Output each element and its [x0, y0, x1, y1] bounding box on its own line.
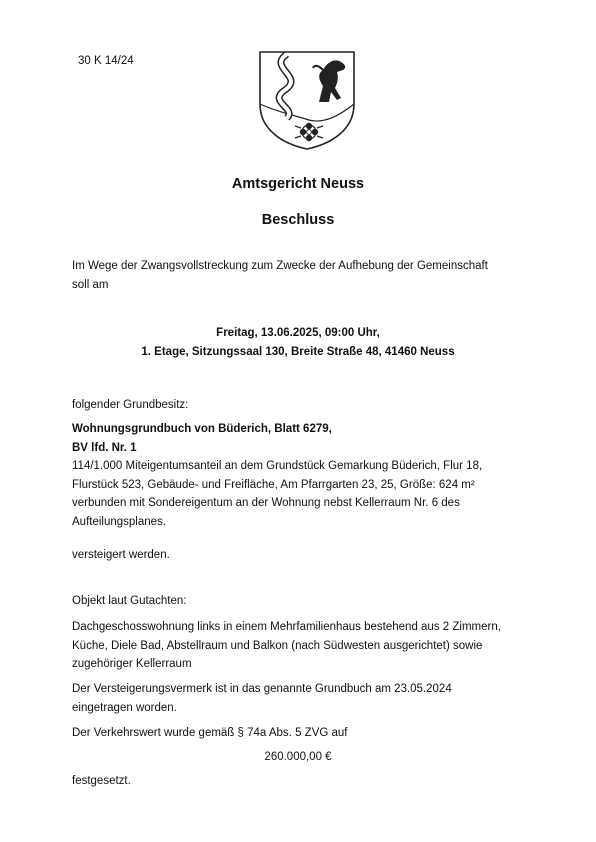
vermerk-block — [72, 680, 532, 717]
document-title: Beschluss — [261, 212, 335, 228]
grundbesitz-desc-line: 114/1.000 Miteigentumsanteil an dem Grundstück Gemarkung Büderich, Flur 18, — [72, 460, 483, 472]
grundbesitz-desc-line: verbunden mit Sondereigentum an der Wohnung nebst Kellerraum Nr. 6 des — [72, 497, 460, 509]
objekt-block — [72, 618, 532, 674]
bv-heading: BV lfd. Nr. 1 — [72, 441, 137, 454]
verkehrswert-text: Der Verkehrswert wurde gemäß § 74a Abs. 5 ZVG auf — [72, 727, 348, 739]
closing-text: festgesetzt. — [72, 775, 131, 787]
termin-place: 1. Etage, Sitzungssaal 130, Breite Straße 48, 41460 Neuss — [141, 346, 455, 358]
versteigert-text: versteigert werden. — [72, 549, 170, 561]
vermerk-line: Der Versteigerungsvermerk ist in das genannte Grundbuch am 23.05.2024 — [72, 683, 452, 695]
objekt-label: Objekt laut Gutachten: — [72, 595, 187, 607]
nrw-coat-of-arms-icon — [257, 46, 357, 150]
termin-date: Freitag, 13.06.2025, 09:00 Uhr, — [216, 327, 380, 339]
termin-block — [0, 324, 596, 362]
grundbesitz-desc-line: Aufteilungsplanes. — [72, 515, 166, 528]
grundbesitz-label: folgender Grundbesitz: — [72, 399, 189, 411]
grundbesitz-desc-line: Flurstück 523, Gebäude- und Freifläche, Am Pfarrgarten 23, 25, Größe: 624 m² — [72, 478, 475, 491]
intro-paragraph — [72, 257, 532, 294]
grundbuch-heading: Wohnungsgrundbuch von Büderich, Blatt 6279, — [72, 423, 332, 435]
court-name: Amtsgericht Neuss — [231, 176, 365, 192]
intro-line-2: soll am — [72, 278, 109, 291]
verkehrswert-amount: 260.000,00 € — [264, 751, 332, 763]
objekt-desc-line: Küche, Diele Bad, Abstellraum und Balkon (nach Südwesten ausgerichtet) sowie — [72, 639, 483, 652]
grundbesitz-block — [72, 420, 532, 531]
objekt-desc-line: zugehöriger Kellerraum — [72, 658, 192, 670]
vermerk-line: eingetragen worden. — [72, 701, 177, 714]
file-number: 30 K 14/24 — [78, 55, 134, 67]
objekt-desc-line: Dachgeschosswohnung links in einem Mehrfamilienhaus bestehend aus 2 Zimmern, — [72, 621, 501, 633]
intro-line-1: Im Wege der Zwangsvollstreckung zum Zwecke der Aufhebung der Gemeinschaft — [72, 260, 488, 272]
